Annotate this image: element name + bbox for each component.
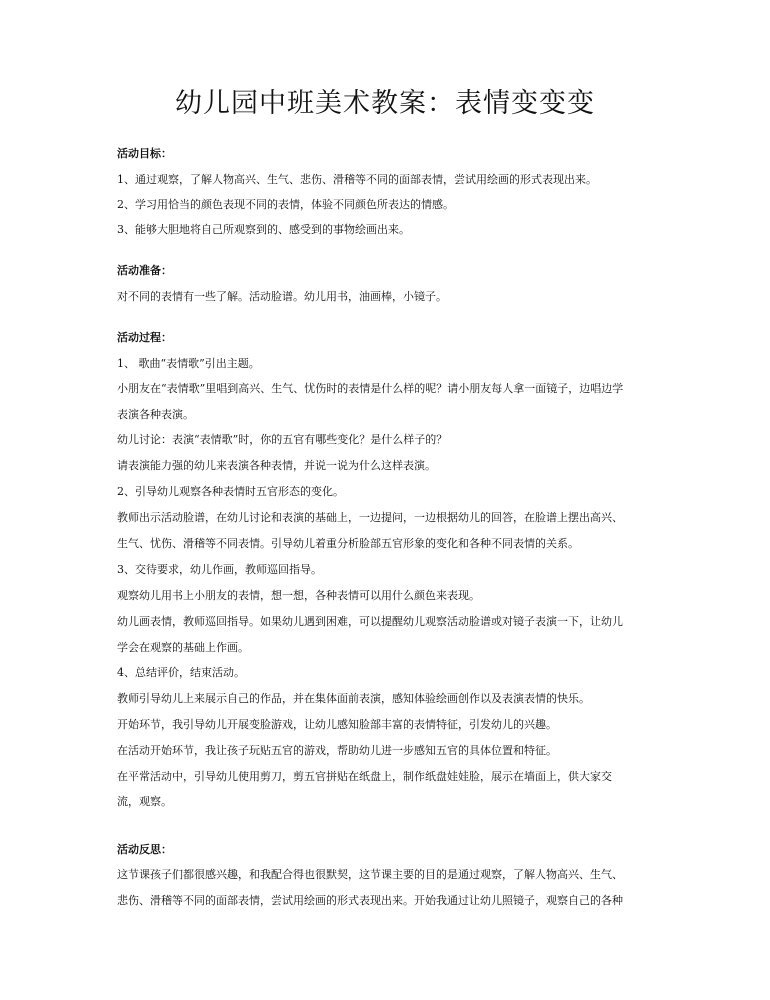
paragraph-line: 这节课孩子们都很感兴趣，和我配合得也很默契，这节课主要的目的是通过观察，了解人物高兴、生气、 [117,868,623,881]
paragraph-line: 学会在观察的基础上作画。 [117,641,249,654]
paragraph-line: 幼儿讨论：表演“表情歌”时，你的五官有哪些变化？是什么样子的？ [117,433,448,446]
paragraph-line: 对不同的表情有一些了解。活动脸谱。幼儿用书，油画棒，小镜子。 [117,290,447,303]
paragraph-line: 流，观察。 [117,795,172,808]
paragraph-line: 生气、忧伤、滑稽等不同表情。引导幼儿着重分析脸部五官形象的变化和各种不同表情的关系。 [117,537,579,550]
paragraph-line: 教师出示活动脸谱，在幼儿讨论和表演的基础上，一边提问，一边根据幼儿的回答，在脸谱上摆出高兴、 [117,511,623,524]
paragraph-line: 2、学习用恰当的颜色表现不同的表情，体验不同颜色所表达的情感。 [117,198,454,211]
paragraph-line: 3、能够大胆地将自己所观察到的、感受到的事物绘画出来。 [117,223,410,236]
paragraph-line: 1、通过观察，了解人物高兴、生气、悲伤、滑稽等不同的面部表情，尝试用绘画的形式表现出来。 [117,173,597,186]
paragraph-line: 幼儿画表情，教师巡回指导。如果幼儿遇到困难，可以提醒幼儿观察活动脸谱或对镜子表演一下，让幼儿 [117,615,623,628]
paragraph-line: 在活动开始环节，我让孩子玩贴五官的游戏，帮助幼儿进一步感知五官的具体位置和特征。 [117,744,557,757]
section-heading-goals: 活动目标： [117,147,172,160]
paragraph-line: 开始环节，我引导幼儿开展变脸游戏，让幼儿感知脸部丰富的表情特征，引发幼儿的兴趣。 [117,718,557,731]
paragraph-line: 小朋友在“表情歌”里唱到高兴、生气、忧伤时的表情是什么样的呢？请小朋友每人拿一面镜子，边唱边学 [117,382,624,395]
paragraph-line: 4、总结评价，结束活动。 [117,666,245,679]
paragraph-line: 在平常活动中，引导幼儿使用剪刀，剪五官拼贴在纸盘上，制作纸盘娃娃脸，展示在墙面上，供大家交 [117,770,612,783]
paragraph-line: 1、 歌曲“表情歌”引出主题。 [117,357,260,370]
section-heading-process: 活动过程： [117,331,172,344]
paragraph-line: 观察幼儿用书上小朋友的表情，想一想，各种表情可以用什么颜色来表现。 [117,589,480,602]
paragraph-line: 悲伤、滑稽等不同的面部表情，尝试用绘画的形式表现出来。开始我通过让幼儿照镜子，观察自己的各种 [117,894,623,907]
section-heading-preparation: 活动准备： [117,264,172,277]
paragraph-line: 2、引导幼儿观察各种表情时五官形态的变化。 [117,485,344,498]
section-heading-reflection: 活动反思： [117,843,172,856]
page-title: 幼儿园中班美术教案：表情变变变 [175,88,595,119]
paragraph-line: 表演各种表演。 [117,408,194,421]
paragraph-line: 教师引导幼儿上来展示自己的作品，并在集体面前表演，感知体验绘画创作以及表演表情的快乐。 [117,692,590,705]
paragraph-line: 3、交待要求，幼儿作画，教师巡回指导。 [117,563,322,576]
paragraph-line: 请表演能力强的幼儿来表演各种表情，并说一说为什么这样表演。 [117,459,436,472]
